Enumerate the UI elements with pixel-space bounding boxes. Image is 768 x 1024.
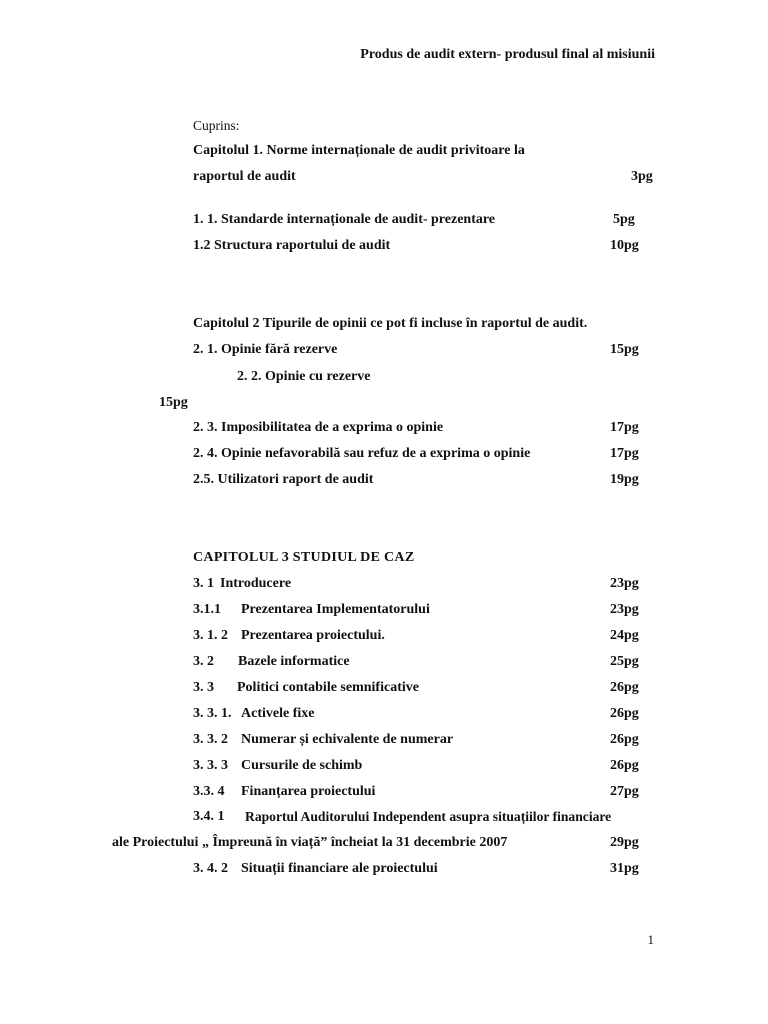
toc-item-2-4-page: 17pg xyxy=(610,446,639,461)
chapter1-title-line2: raportul de audit xyxy=(193,169,296,184)
chapter2-title: Capitolul 2 Tipurile de opinii ce pot fi incluse în raportul de audit. xyxy=(193,316,588,331)
toc-item-3-2-page: 25pg xyxy=(610,654,639,669)
toc-item-3-1: Introducere xyxy=(220,576,292,591)
toc-item-2-1-page: 15pg xyxy=(610,342,639,357)
toc-item-3-3-2-num: 3. 3. 2 xyxy=(193,732,228,747)
toc-item-3-3-1-num: 3. 3. 1. xyxy=(193,706,232,721)
toc-item-3-3: Politici contabile semnificative xyxy=(237,680,419,695)
toc-item-3-3-1-page: 26pg xyxy=(610,706,639,721)
toc-item-2-2: 2. 2. Opinie cu rezerve xyxy=(237,369,371,384)
toc-item-3-4-2: Situații financiare ale proiectului xyxy=(241,861,438,876)
toc-item-3-3-2: Numerar și echivalente de numerar xyxy=(241,732,454,747)
toc-item-3-4-1-line2: ale Proiectului „ Împreună în viață” încheiat la 31 decembrie 2007 xyxy=(112,835,508,850)
toc-item-2-1: 2. 1. Opinie fără rezerve xyxy=(193,342,338,357)
toc-item-3-1-2-num: 3. 1. 2 xyxy=(193,628,228,643)
toc-item-3-1-1: Prezentarea Implementatorului xyxy=(241,602,430,617)
chapter1-title-line1: Capitolul 1. Norme internaționale de audit privitoare la xyxy=(193,143,525,158)
toc-item-2-5: 2.5. Utilizatori raport de audit xyxy=(193,472,374,487)
toc-item-2-5-page: 19pg xyxy=(610,472,639,487)
toc-item-3-1-2-page: 24pg xyxy=(610,628,639,643)
toc-item-3-3-4: Finanțarea proiectului xyxy=(241,784,376,799)
toc-item-1-2-page: 10pg xyxy=(610,238,639,253)
toc-item-1-1-page: 5pg xyxy=(613,212,635,227)
toc-item-3-3-3-page: 26pg xyxy=(610,758,639,773)
toc-item-2-3-page: 17pg xyxy=(610,420,639,435)
toc-item-3-1-2: Prezentarea proiectului. xyxy=(241,628,385,643)
toc-item-2-3: 2. 3. Imposibilitatea de a exprima o opinie xyxy=(193,420,444,435)
toc-item-3-3-num: 3. 3 xyxy=(193,680,214,695)
chapter1-page: 3pg xyxy=(631,169,653,184)
toc-item-3-1-1-page: 23pg xyxy=(610,602,639,617)
toc-item-3-4-1-line1: Raportul Auditorului Independent asupra situațiilor financiare xyxy=(245,809,612,824)
toc-item-3-3-page: 26pg xyxy=(610,680,639,695)
toc-item-3-1-num: 3. 1 xyxy=(193,576,214,591)
toc-item-3-1-1-num: 3.1.1 xyxy=(193,602,221,617)
toc-item-3-3-1: Activele fixe xyxy=(241,706,315,721)
page-header: Produs de audit extern- produsul final al misiunii xyxy=(360,47,655,62)
toc-item-3-3-4-num: 3.3. 4 xyxy=(193,784,225,799)
toc-item-2-2-page: 15pg xyxy=(159,395,188,410)
toc-item-3-3-2-page: 26pg xyxy=(610,732,639,747)
toc-item-3-4-1-num: 3.4. 1 xyxy=(193,809,225,824)
toc-item-3-3-3-num: 3. 3. 3 xyxy=(193,758,228,773)
toc-item-2-4: 2. 4. Opinie nefavorabilă sau refuz de a exprima o opinie xyxy=(193,446,531,461)
toc-item-3-4-2-page: 31pg xyxy=(610,861,639,876)
toc-item-3-4-1-page: 29pg xyxy=(610,835,639,850)
toc-item-1-2: 1.2 Structura raportului de audit xyxy=(193,238,391,253)
chapter3-title: CAPITOLUL 3 STUDIUL DE CAZ xyxy=(193,550,415,565)
toc-item-3-2: Bazele informatice xyxy=(238,654,350,669)
toc-item-3-3-3: Cursurile de schimb xyxy=(241,758,363,773)
toc-item-1-1: 1. 1. Standarde internaționale de audit- prezentare xyxy=(193,212,496,227)
toc-item-3-2-num: 3. 2 xyxy=(193,654,214,669)
toc-item-3-3-4-page: 27pg xyxy=(610,784,639,799)
page-number: 1 xyxy=(647,932,654,947)
toc-label: Cuprins: xyxy=(193,118,240,133)
toc-item-3-4-2-num: 3. 4. 2 xyxy=(193,861,228,876)
toc-item-3-1-page: 23pg xyxy=(610,576,639,591)
